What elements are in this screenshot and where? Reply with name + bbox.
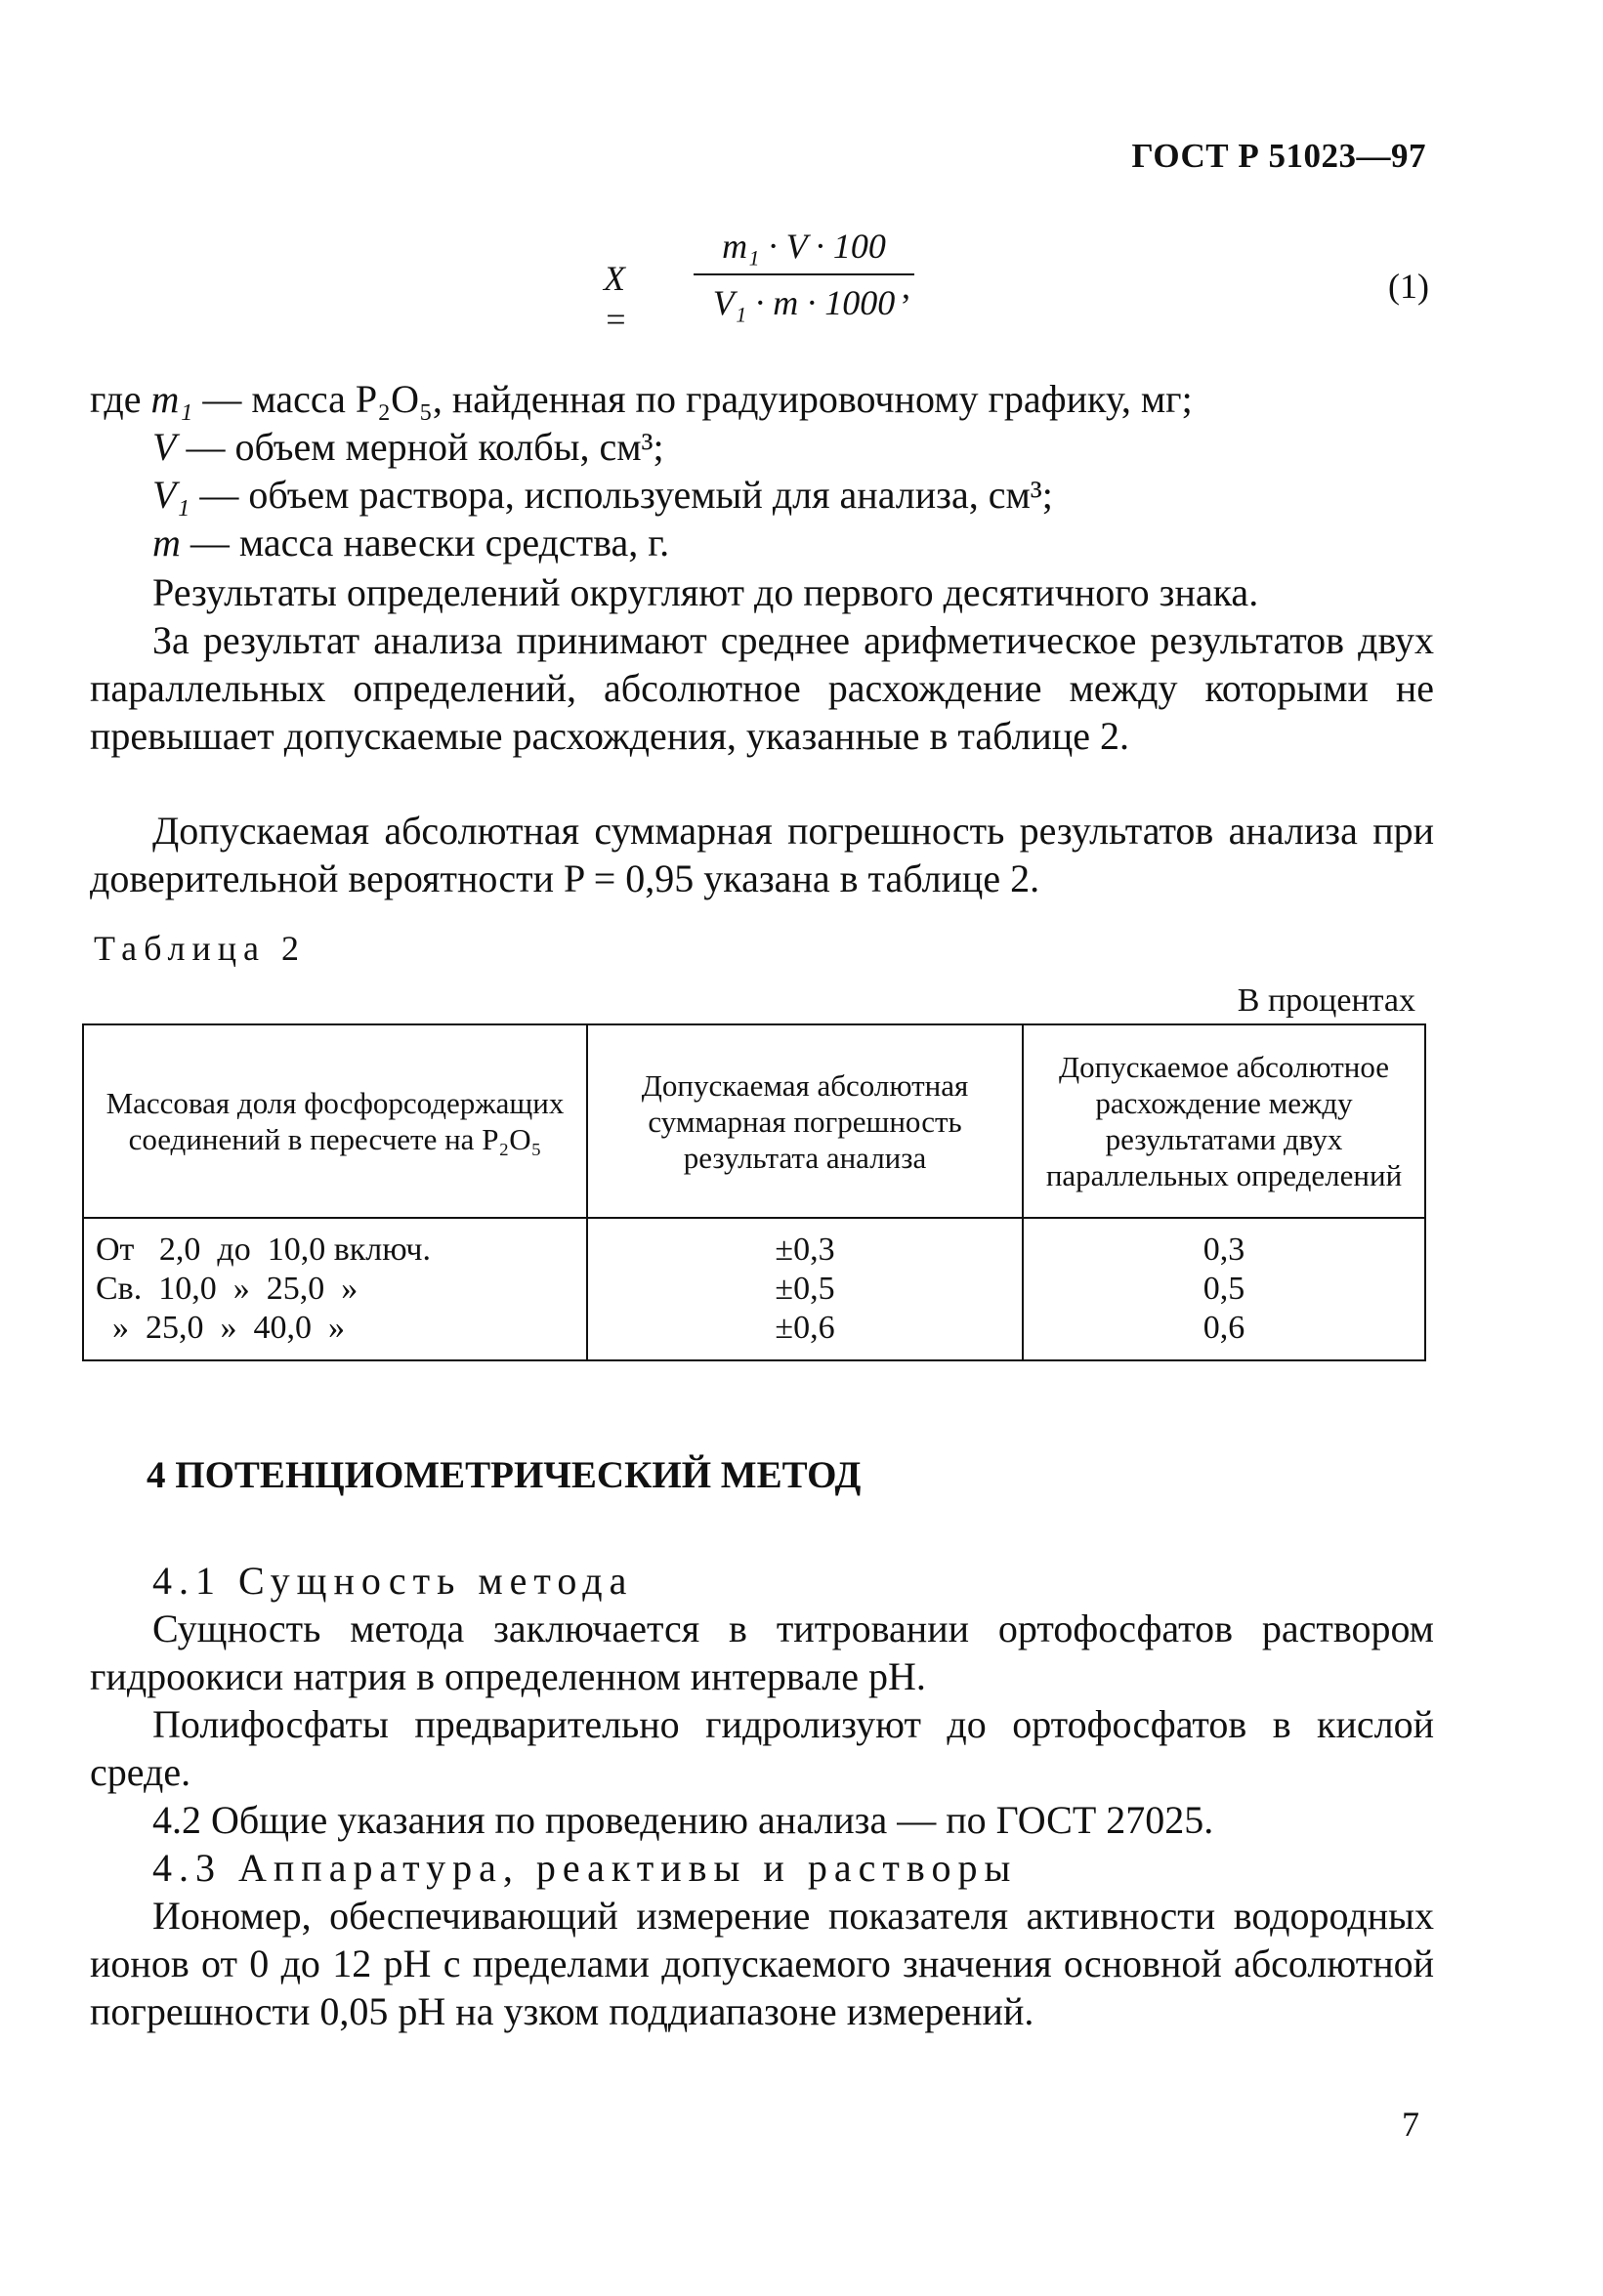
legend-item [152, 423, 664, 471]
formula-fraction [694, 221, 914, 328]
tolerance-table [82, 1023, 1426, 1361]
legend-text: — масса P₂O₅, найденная по градуировочному графику, мг; [202, 377, 1193, 421]
paragraph-4-3: Иономер, обеспечивающий измерение показателя активности водородных ионов от 0 до 12 pH с пределами допускаемого значения основной абсолютной погрешности 0,05 pH на узком поддиапазоне измерений. [90, 1894, 1434, 2033]
legend-symbol: V₁ [152, 473, 190, 517]
table-caption: Таблица 2 [94, 929, 306, 968]
error-value: ±0,5 [775, 1271, 835, 1307]
legend-symbol: V [152, 425, 177, 469]
error-value: ±0,3 [775, 1231, 835, 1268]
paragraph-rounding: Результаты определений округляют до первого десятичного знака. [152, 570, 1259, 614]
formula-lhs: X = [604, 259, 628, 339]
legend-item [90, 375, 1193, 423]
legend-prefix: где [90, 377, 142, 421]
fraction-bar [694, 273, 914, 275]
legend-text: — объем раствора, используемый для анализа, см³; [199, 473, 1053, 517]
formula-comma: , [902, 267, 910, 306]
paragraph-4-1-b: Полифосфаты предварительно гидролизуют до ортофосфатов в кислой среде. [90, 1702, 1434, 1794]
equation-number: (1) [1388, 267, 1429, 306]
table-cell-ranges [83, 1218, 587, 1360]
table-cell-divergences [1023, 1218, 1425, 1360]
paragraph-4-1-a: Сущность метода заключается в титровании ортофосфатов раствором гидроокиси натрия в определенном интервале pH. [90, 1607, 1434, 1698]
table-units: В процентах [1237, 982, 1415, 1019]
error-value: ±0,6 [775, 1310, 835, 1346]
table-header: Массовая доля фосфорсодержащих соединений в пересчете на P₂O₅ [83, 1024, 587, 1218]
divergence-value: 0,6 [1202, 1310, 1245, 1346]
legend-text: — объем мерной колбы, см³; [186, 425, 664, 469]
table-header: Допускаемая абсолютная суммарная погрешность результата анализа [587, 1024, 1023, 1218]
paragraph-result: За результат анализа принимают среднее арифметическое результатов двух параллельных определений, абсолютное расхождение между которыми не превышает допускаемые расхождения, указанные в таблице 2. [90, 618, 1434, 758]
range-value: От 2,0 до 10,0 включ. [96, 1231, 431, 1268]
legend-item [152, 519, 669, 566]
subsection-title-4-3: 4.3 Аппаратура, реактивы и растворы [152, 1846, 1018, 1890]
subsection-title-4-1: 4.1 Сущность метода [152, 1559, 634, 1603]
divergence-value: 0,3 [1202, 1231, 1245, 1268]
page-number: 7 [1402, 2105, 1419, 2144]
table-row [83, 1218, 1425, 1360]
range-value: Св. 10,0 » 25,0 » [96, 1271, 359, 1307]
legend-symbol: m₁ [150, 377, 193, 421]
paragraph-error: Допускаемая абсолютная суммарная погрешность результатов анализа при доверительной вероятности P = 0,95 указана в таблице 2. [90, 809, 1434, 900]
legend-text: — масса навески средства, г. [190, 521, 670, 564]
formula-numerator: m₁ · V · 100 [722, 227, 886, 266]
formula-denominator: V₁ · m · 1000 [712, 283, 896, 322]
table-header: Допускаемое абсолютное расхождение между результатами двух параллельных определений [1023, 1024, 1425, 1218]
divergence-value: 0,5 [1202, 1271, 1245, 1307]
table-cell-errors [587, 1218, 1023, 1360]
document-code: ГОСТ Р 51023—97 [1131, 137, 1426, 175]
paragraph-4-2: 4.2 Общие указания по проведению анализа — по ГОСТ 27025. [152, 1798, 1214, 1842]
section-heading: 4 ПОТЕНЦИОМЕТРИЧЕСКИЙ МЕТОД [147, 1454, 862, 1496]
legend-symbol: m [152, 521, 181, 564]
legend-item [152, 471, 1053, 519]
range-value: » 25,0 » 40,0 » [96, 1310, 345, 1346]
table-header-row [83, 1024, 1425, 1218]
